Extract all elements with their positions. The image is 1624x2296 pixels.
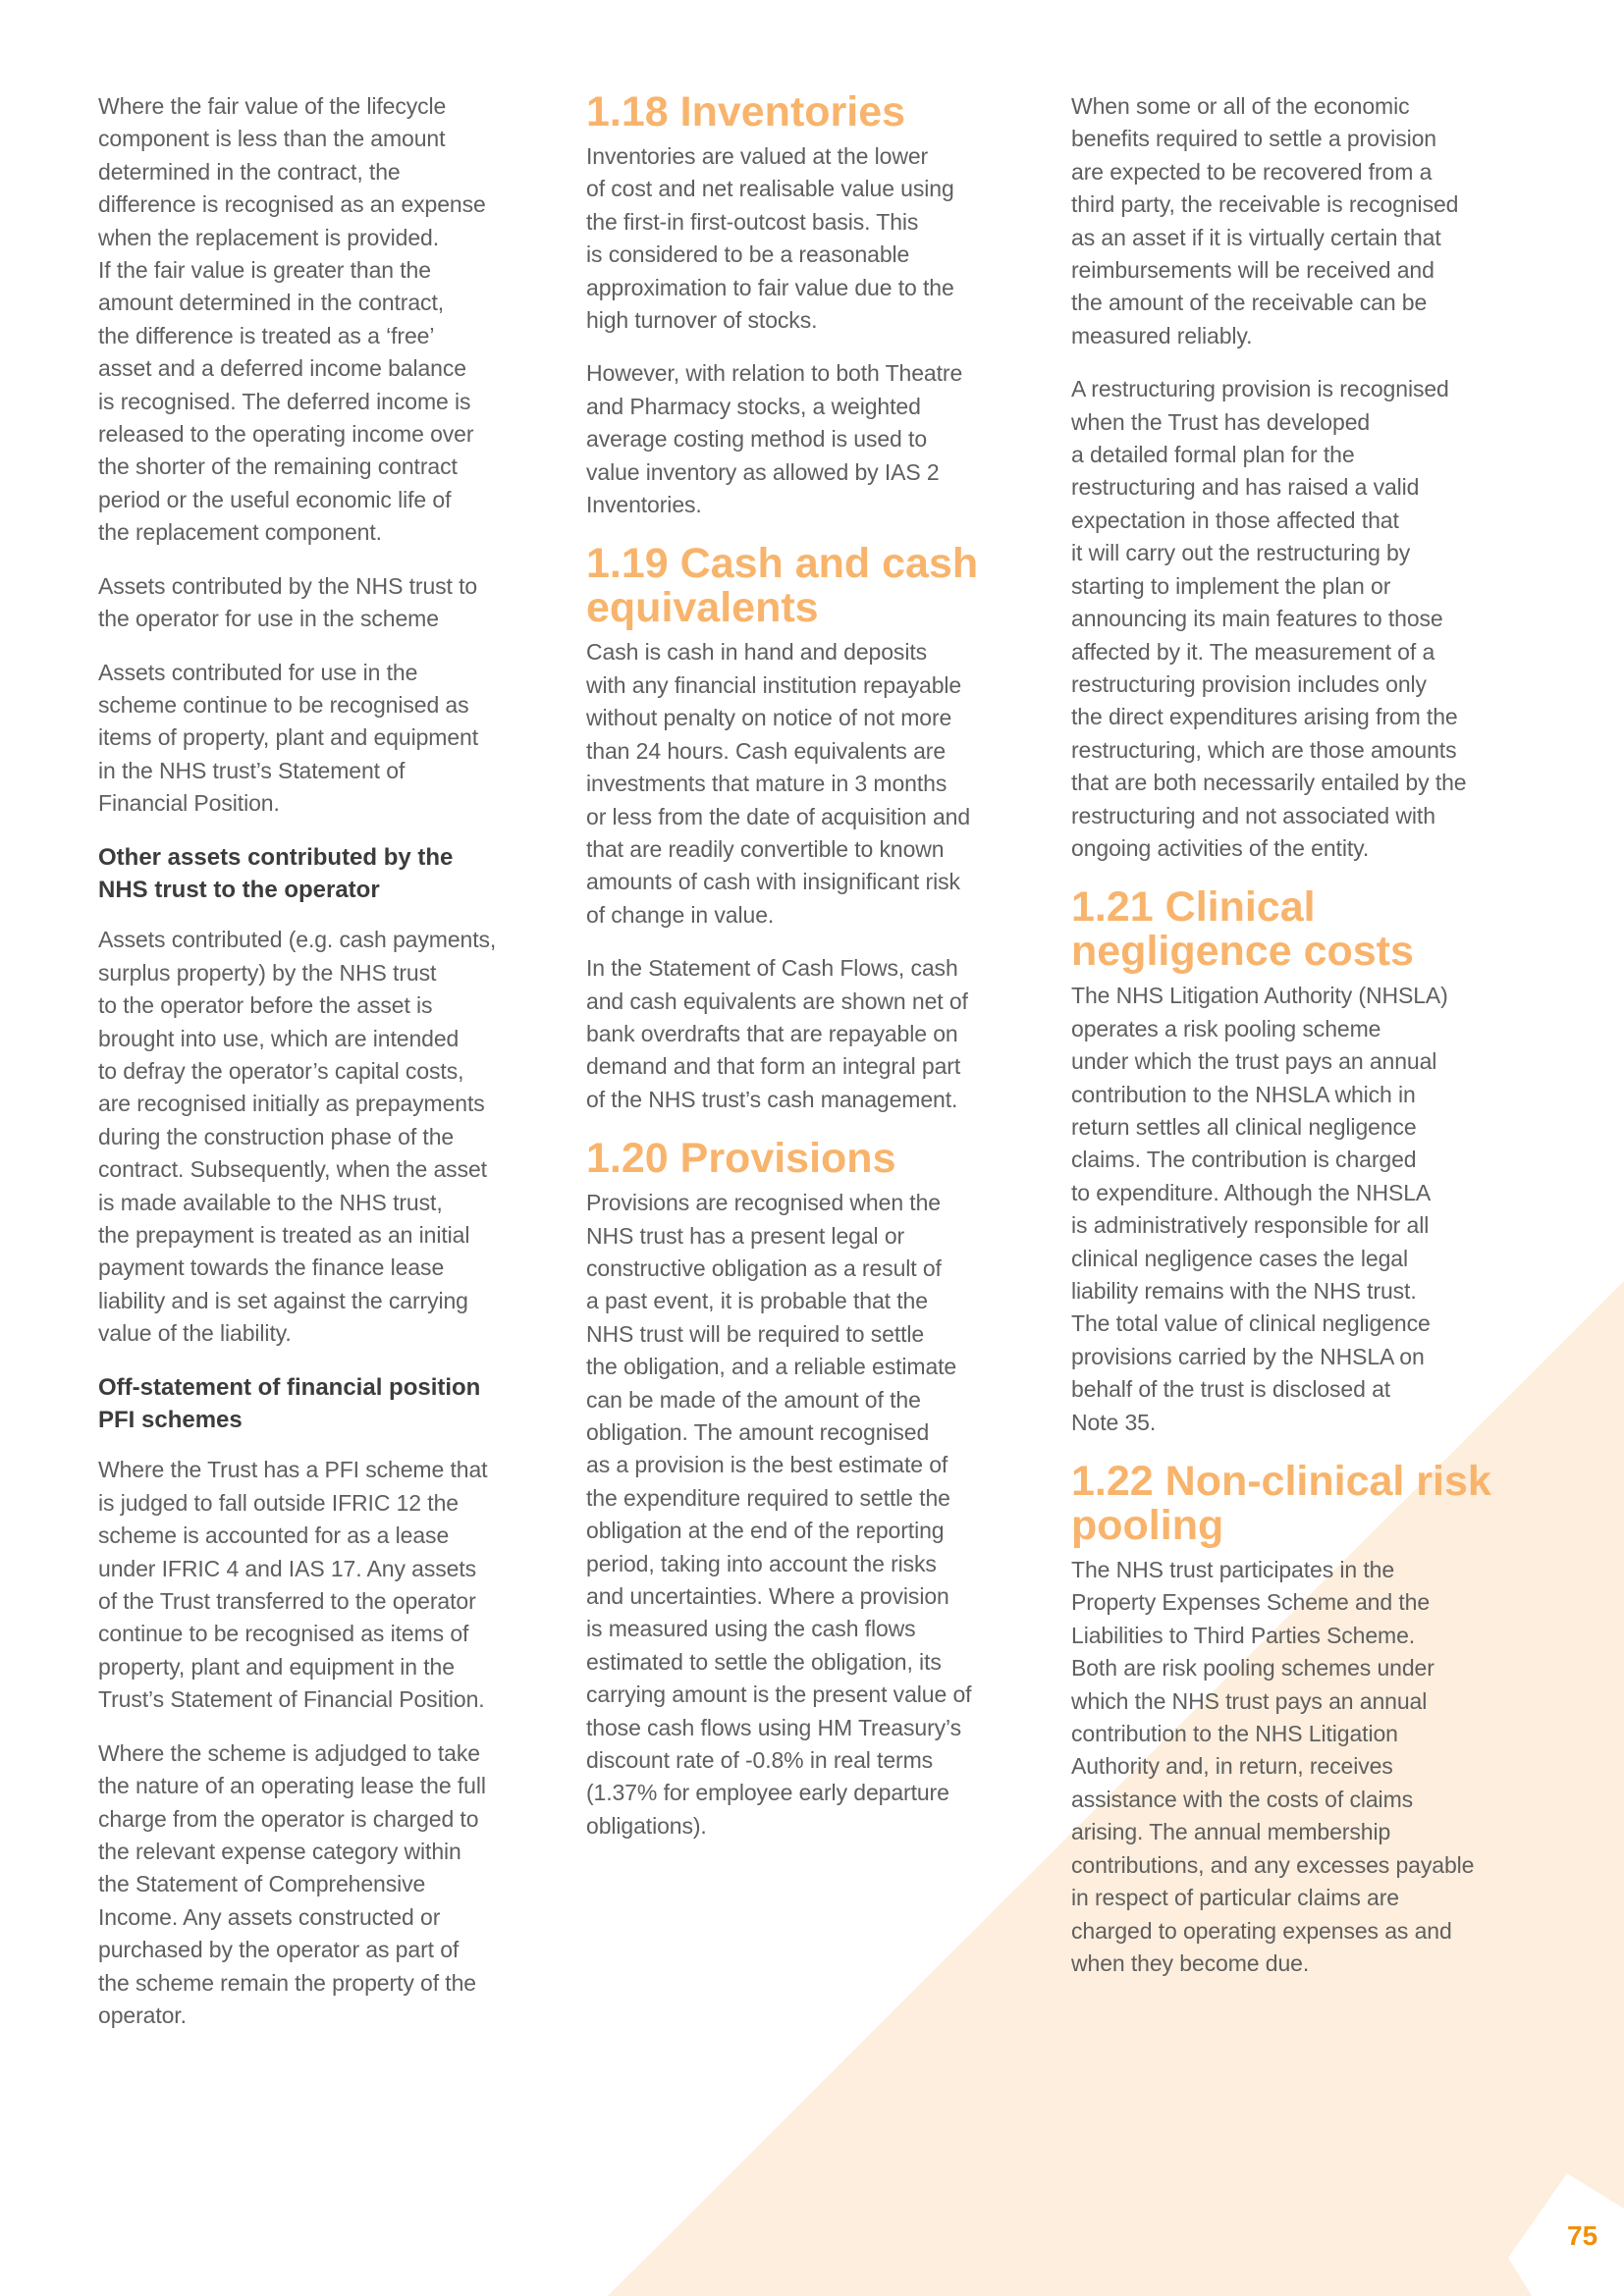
paragraph: Assets contributed for use in the scheme continue to be recognised as items of property, plant and equipment in the NHS trust’s Statement of Financial Position.	[98, 659, 478, 817]
column-middle	[586, 90, 1048, 1863]
subheading: Off-statement of financial position PFI schemes	[98, 1373, 481, 1434]
section-heading: 1.21 Clinical negligence costs	[1071, 883, 1414, 976]
column-right	[1071, 90, 1533, 2001]
column-left	[98, 90, 560, 2053]
section-heading: 1.18 Inventories	[586, 88, 906, 135]
paragraph: In the Statement of Cash Flows, cash and cash equivalents are shown net of bank overdrafts that are repayable on demand and that form an integral part of the NHS trust’s cash management.	[586, 955, 968, 1112]
paragraph: A restructuring provision is recognised when the Trust has developed a detailed formal plan for the restructuring and has raised a valid expectation in those affected that it will carry out the restructuring by starting to implement the plan or announcing its main features to those affected by it. The measurement of a restructuring provision includes only the direct expenditures arising from the restructuring, which are those amounts that are both necessarily entailed by the restructuring and not associated with ongoing activities of the entity.	[1071, 376, 1467, 861]
paragraph: The NHS trust participates in the Property Expenses Scheme and the Liabilities to Third Parties Scheme. Both are risk pooling schemes under which the NHS trust pays an annual contribution to the NHS Litigation Authority and, in return, receives assistance with the costs of claims arising. The annual membership contributions, and any excesses payable in respect of particular claims are charged to operating expenses as and when they become due.	[1071, 1557, 1475, 1976]
paragraph: When some or all of the economic benefits required to settle a provision are expected to be recovered from a third party, the receivable is recognised as an asset if it is virtually certain that reimbursements will be received and the amount of the receivable can be measured reliably.	[1071, 93, 1459, 348]
section-heading: 1.20 Provisions	[586, 1135, 896, 1183]
subheading: Other assets contributed by the NHS trust to the operator	[98, 843, 454, 903]
paragraph: Where the scheme is adjudged to take the nature of an operating lease the full charge from the operator is charged to the relevant expense category within the Statement of Comprehensive Income. Any assets constructed or purchased by the operator as part of the scheme remain the property of the operator.	[98, 1739, 486, 2028]
paragraph: Assets contributed by the NHS trust to the operator for use in the scheme	[98, 572, 478, 632]
paragraph: Cash is cash in hand and deposits with any financial institution repayable without penalty on notice of not more than 24 hours. Cash equivalents are investments that mature in 3 months or less from the date of acquisition and that are readily convertible to known amounts of cash with insignificant risk of change in value.	[586, 639, 971, 928]
paragraph: Inventories are valued at the lower of cost and net realisable value using the first-in first-outcost basis. This is considered to be a reasonable approximation to fair value due to the high turnover of stocks.	[586, 143, 954, 334]
paragraph: Where the Trust has a PFI scheme that is judged to fall outside IFRIC 12 the scheme is accounted for as a lease under IFRIC 4 and IAS 17. Any assets of the Trust transferred to the operator continue to be recognised as items of property, plant and equipment in the Trust’s Statement of Financial Position.	[98, 1457, 488, 1713]
page-number: 75	[1567, 2220, 1598, 2251]
section-heading: 1.22 Non-clinical risk pooling	[1071, 1458, 1491, 1550]
section-heading: 1.19 Cash and cash equivalents	[586, 540, 979, 632]
paragraph: Where the fair value of the lifecycle component is less than the amount determined in the contract, the difference is recognised as an expense when the replacement is provided. If the fair value is greater than the amount determined in the contract, the difference is treated as a ‘free’ asset and a deferred income balance is recognised. The deferred income is released to the operating income over the shorter of the remaining contract period or the useful economic life of the replacement component.	[98, 93, 486, 546]
paragraph: Provisions are recognised when the NHS trust has a present legal or constructive obligation as a result of a past event, it is probable that the NHS trust will be required to settle the obligation, and a reliable estimate can be made of the amount of the obligation. The amount recognised as a provision is the best estimate of the expenditure required to settle the obligation at the end of the reporting period, taking into account the risks and uncertainties. Where a provision is measured using the cash flows estimated to settle the obligation, its carrying amount is the present value of those cash flows using HM Treasury’s discount rate of -0.8% in real terms (1.37% for employee early departure obligations).	[586, 1190, 972, 1839]
paragraph: The NHS Litigation Authority (NHSLA) operates a risk pooling scheme under which the trust pays an annual contribution to the NHSLA which in return settles all clinical negligence claims. The contribution is charged to expenditure. Although the NHSLA is administratively responsible for all clinical negligence cases the legal liability remains with the NHS trust. The total value of clinical negligence provisions carried by the NHSLA on behalf of the trust is disclosed at Note 35.	[1071, 983, 1448, 1435]
paragraph: However, with relation to both Theatre and Pharmacy stocks, a weighted average costing method is used to value inventory as allowed by IAS 2 Inventories.	[586, 360, 963, 518]
paragraph: Assets contributed (e.g. cash payments, surplus property) by the NHS trust to the operator before the asset is brought into use, which are intended to defray the operator’s capital costs, are recognised initially as prepayments during the construction phase of the contract. Subsequently, when the asset is made available to the NHS trust, the prepayment is treated as an initial payment towards the finance lease liability and is set against the carrying value of the liability.	[98, 927, 497, 1347]
